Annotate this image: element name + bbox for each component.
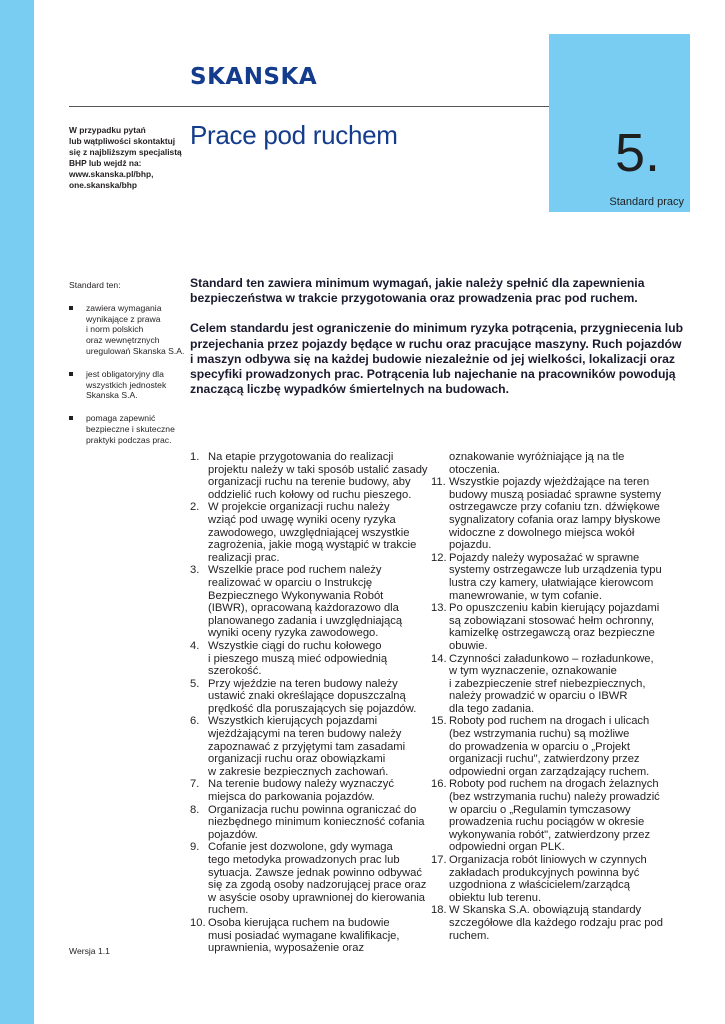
rule-line: sygnalizatory cofania oraz lampy błyskowe [449,513,661,526]
rule-line: uzgodniona z właścicielem/zarządcą [449,879,630,892]
sidebar-line: pomaga zapewnić [86,413,156,424]
intro-line: przejechania przez pojazdy będące w ruchu oraz pracujące maszyny. Ruch pojazdów [190,336,682,351]
rule-item [190,451,428,501]
rules-column-2 [431,451,661,942]
rule-line: wziąć pod uwagę wyniki oceny ryzyka [208,513,396,526]
rule-number: 15. [431,715,447,728]
rule-line: pojazdów. [208,828,258,841]
sidebar-line: wynikające z prawa [86,313,161,324]
rule-line: i zabezpieczenie stref niebezpiecznych, [449,677,646,690]
intro-line: i maszyn odbywa się na każdej budowie niezależnie od jej wielkości, lokalizacji oraz [190,351,675,366]
rule-text [208,804,424,842]
rule-line: Organizacja robót liniowych w czynnych [449,854,647,866]
rule-number: 1. [190,451,200,463]
rule-number: 9. [190,841,200,854]
intro-line: Celem standardu jest ograniczenie do minimum ryzyka potrącenia, przygniecenia lub [190,321,684,336]
rule-line: odpowiedni organ zarządzający ruchem. [449,765,650,778]
rule-text [208,841,426,917]
rules-column-1 [190,451,428,955]
contact-line: one.skanska/bhp [69,180,137,190]
rule-line: niezbędnego minimum konieczność cofania [208,816,425,829]
rule-line: organizacji ruchu na terenie budowy, aby [208,476,411,489]
rule-line: zapoznawać z przyjętymi tam zasadami [208,740,406,753]
sidebar-line: praktyki podczas prac. [86,434,172,445]
rule-text [449,476,661,552]
contact-line: się z najbliższym specjalistą [69,147,182,157]
rule-line: obuwie. [449,639,488,652]
rule-line: się za zgodą osoby nadzorującej prace oraz [208,879,427,892]
rule-line: ustawić znaki określające dopuszczalną [208,690,406,703]
contact-info [69,125,187,191]
rule-text [208,917,400,955]
sidebar-line: bezpieczne i skuteczne [86,423,175,434]
rule-line: wyniki oceny ryzyka zawodowego. [208,627,379,640]
rule-line: realizować w oparciu o Instrukcję [208,576,373,589]
rule-line: sytuacja. Zawsze jednak powinno odbywać [208,866,422,879]
rule-number: 11. [431,476,446,489]
rule-item [431,854,661,904]
rule-text [449,715,649,778]
rule-line: Bezpiecznego Wykonywania Robót [208,589,384,602]
rule-line: lustra czy kamery, ułatwiające kierowcom [449,576,654,589]
sidebar-bullet-item [69,413,179,445]
rule-line: miejsca do parkowania pojazdów. [208,791,375,804]
rule-line: Po opuszczeniu kabin kierujący pojazdami [449,602,660,615]
sidebar-line: wszystkich jednostek [86,379,167,390]
rule-line: Wszystkie ciągi do ruchu kołowego [208,639,382,652]
rule-line: wykonywania robót", zatwierdzony przez [449,828,651,841]
rule-line: wjeżdżającymi na teren budowy należy [208,728,402,741]
intro-line: Standard ten zawiera minimum wymagań, jakie należy spełnić dla zapewnienia [190,276,645,290]
rule-line: systemy ostrzegawcze lub urządzenia typu [449,564,662,577]
rule-item [190,501,420,564]
intro-paragraph-2 [190,321,684,397]
rule-line: (bez wstrzymania ruchu) należy prowadzić [449,791,660,804]
sidebar-header: Standard ten: [69,280,121,290]
rule-line: zakładach produkcyjnych powinna być [449,866,640,879]
rule-line: tego metodyka prowadzonych prac lub [208,854,400,866]
rule-line: zawodowego, uwzględniającej wszystkie [208,526,410,539]
rule-line: Cofanie jest dozwolone, gdy wymaga [208,841,393,854]
rule-text [208,678,416,716]
rule-line: manewrowanie, w tym cofanie. [449,589,602,602]
rule-line: odpowiedni organ PLK. [449,841,565,854]
contact-line: W przypadku pytań [69,125,146,135]
rule-text [449,602,659,652]
rule-line: Roboty pod ruchem na drogach żelaznych [449,778,659,791]
sidebar-line: Skanska S.A. [86,390,138,401]
rule-item [431,602,661,652]
rule-number: 7. [190,778,200,791]
rule-item [190,640,420,678]
rule-item [190,917,420,955]
sidebar-line: i norm polskich [86,324,144,335]
rule-line: w tym wyznaczenie, oznakowanie [449,665,617,678]
standard-number: 5. [614,123,660,183]
rule-line: należy prowadzić w oparciu o IBWR [449,690,628,703]
rule-text [449,778,660,854]
rule-number: 3. [190,564,200,577]
sidebar [69,280,185,458]
intro-line: znaczącą liczbę wypadków śmiertelnych na budowach. [190,382,510,397]
left-accent-bar [0,0,34,1024]
rule-line: oddzielić ruch kołowy od ruchu pieszego. [208,488,412,501]
rule-item [190,778,420,803]
rule-line: ruchem. [449,929,490,942]
rule-line: projektu należy w taki sposób ustalić zasady [208,463,428,476]
rule-line: szerokość. [208,665,262,678]
rule-line: zagrożenia, jakie mogą wystąpić w trakcie [208,539,417,552]
rule-line: Na etapie przygotowania do realizacji [208,451,394,463]
rule-line: (bez wstrzymania ruchu) są możliwe [449,728,630,741]
rule-line: w asyście osoby uprawnionej do kierowania [208,891,426,904]
sidebar-line: uregulowań Skanska S.A. [86,345,185,356]
sidebar-line: oraz wewnętrznych [86,335,160,346]
rule-item [190,715,420,778]
rule-text [208,451,428,501]
rule-line: Osoba kierująca ruchem na budowie [208,916,390,929]
rule-line: W Skanska S.A. obowiązują standardy [449,904,642,917]
rule-line: realizacji prac. [208,551,280,564]
rule-line: oznakowanie wyróżniające ją na tle [449,451,625,463]
intro-paragraph-1 [190,276,660,306]
contact-line: www.skanska.pl/bhp, [69,169,154,179]
rule-text [208,564,402,640]
rule-number: 2. [190,501,200,514]
sidebar-line: zawiera wymagania [86,302,162,313]
rule-line: Wszystkich kierujących pojazdami [208,715,378,728]
rule-line: W projekcie organizacji ruchu należy [208,501,390,514]
rule-line: organizacji ruchu", zatwierdzony przez [449,753,640,766]
intro-line: specyfiki prowadzonych prac. Potrącenia lub najechanie na pracowników powodują [190,367,676,382]
rule-item [190,678,420,716]
rule-line: uprawnienia, wyposażenie oraz [208,942,365,955]
rule-line: Wszystkie pojazdy wjeżdżające na teren [449,476,650,489]
rule-line: widoczne z dowolnego miejsca wokół [449,526,635,539]
sidebar-line: jest obligatoryjny dla [86,368,164,379]
rule-line: Wszelkie prace pod ruchem należy [208,564,382,577]
rule-line: do prowadzenia w oparciu o „Projekt [449,740,630,753]
sidebar-list [69,302,185,446]
item-continuation [431,451,661,476]
rule-line: są zobowiązani stosować hełm ochronny, [449,614,655,627]
rule-line: dla tego zadania. [449,702,535,715]
rule-item [431,476,661,552]
rule-item [431,653,661,716]
rule-number: 8. [190,803,200,816]
rule-line: prowadzenia ruchu pociągów w okresie [449,816,645,829]
rule-line: w zakresie bezpiecznych zachowań. [208,765,389,778]
rule-number: 13. [431,602,447,615]
rule-line: musi posiadać wymagane kwalifikacje, [208,929,400,942]
company-logo: SKANSKA [190,64,318,90]
rule-line: pojazdu. [449,539,492,552]
rule-text [208,715,405,778]
rule-number: 4. [190,639,200,652]
contact-line: lub wątpliwości skontaktuj [69,136,176,146]
rule-text [208,501,416,564]
rule-line: obiektu lub terenu. [449,891,542,904]
rule-line: kamizelkę ostrzegawczą oraz bezpieczne [449,627,655,640]
rule-number: 17. [431,854,447,866]
rule-number: 14. [431,652,447,665]
rule-item [431,778,661,854]
rule-number: 6. [190,715,200,728]
rule-text [449,904,663,942]
rule-number: 12. [431,551,447,564]
rule-text [449,854,647,904]
rule-line: Roboty pod ruchem na drogach i ulicach [449,715,650,728]
rule-number: 10. [190,916,206,929]
rule-line: Pojazdy należy wyposażać w sprawne [449,551,640,564]
rule-line: planowanego zadania i uwzględniającą [208,614,403,627]
rule-line: Przy wjeździe na teren budowy należy [208,677,398,690]
standard-number-box [549,34,690,212]
rule-line: Czynności załadunkowo – rozładunkowe, [449,652,654,665]
rule-number: 18. [431,904,447,917]
standard-label: Standard pracy [609,196,684,208]
rule-item [431,715,661,778]
rule-line: otoczenia. [449,463,500,476]
rule-line: szczegółowe dla każdego rodzaju prac pod [449,916,663,929]
rule-line: w oparciu o „Regulamin tymczasowy [449,803,631,816]
rule-line: Na terenie budowy należy wyznaczyć [208,778,394,791]
rule-text [449,653,654,716]
contact-line: BHP lub wejdź na: [69,158,142,168]
rule-item [190,564,420,640]
rule-line: (IBWR), opracowaną każdorazowo dla [208,602,399,615]
rule-item [190,803,425,842]
rule-item [431,904,661,942]
version-label: Wersja 1.1 [69,946,110,956]
intro-text [190,276,684,412]
rule-line: ruchem. [208,904,249,917]
rule-text [208,778,394,803]
rule-text [449,552,662,602]
page-title: Prace pod ruchem [190,120,398,150]
rule-line: prędkość dla poruszających się pojazdów. [208,702,417,715]
intro-line: bezpieczeństwa w trakcie przygotowania oraz prowadzenia prac pod ruchem. [190,291,638,306]
rule-line: Organizacja ruchu powinna ograniczać do [208,803,417,816]
rule-item [431,552,661,602]
rule-line: organizacji ruchu oraz obowiązkami [208,753,386,766]
rule-line: i pieszego muszą mieć odpowiednią [208,652,388,665]
rule-item [190,841,427,917]
rule-number: 16. [431,778,447,791]
sidebar-bullet-item [69,302,185,357]
rule-number: 5. [190,677,200,690]
rule-line: ostrzegawcze przy cofaniu tzn. dźwiękowe [449,501,660,514]
rule-text [208,640,387,678]
rule-line: budowy muszą posiadać sprawne systemy [449,488,662,501]
sidebar-bullet-item [69,369,179,401]
